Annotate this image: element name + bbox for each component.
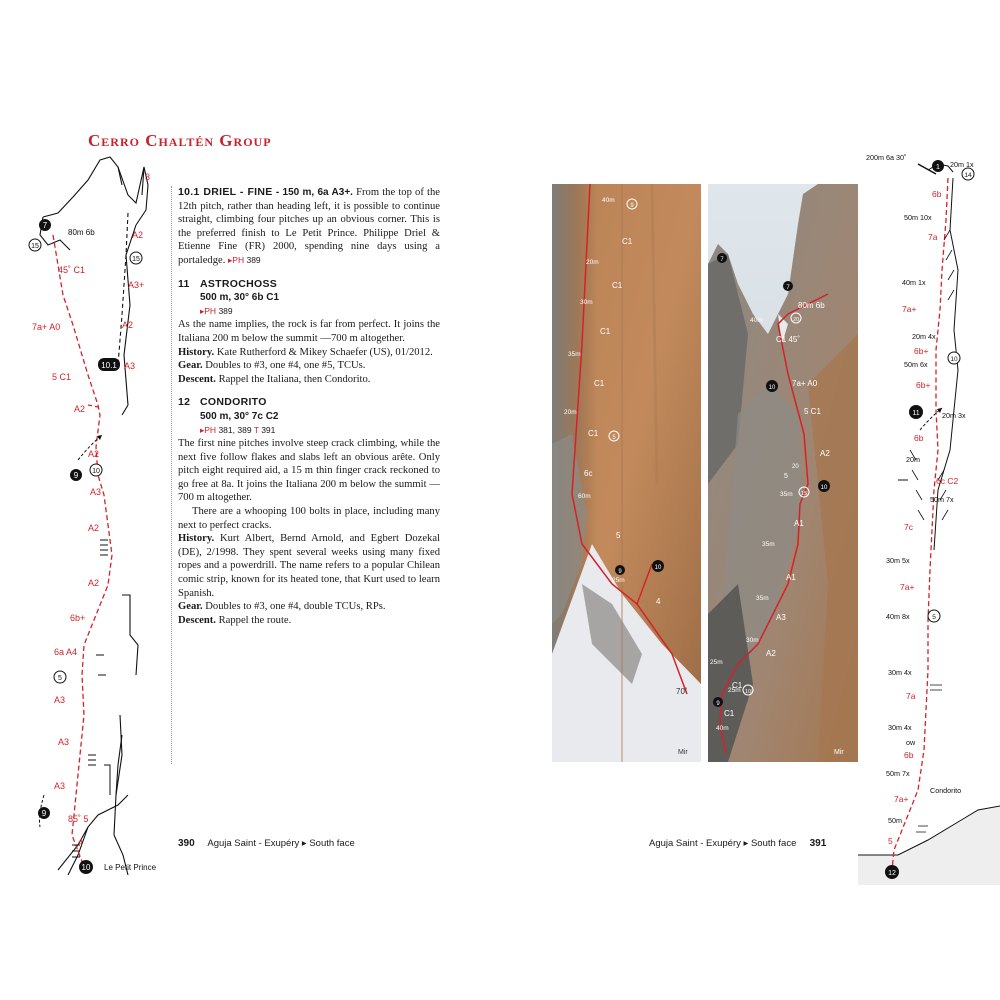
topo-label-a2-top: A2 [132,230,144,240]
route-11 [178,278,440,387]
route-12-body-2: There are a whooping 100 bolts in place, including many next to perfect cracks. [178,506,440,531]
p2-belay-9-label: 9 [716,701,720,707]
p1-label-mir: Mir [678,749,688,756]
p1-belay-9b-label: 9 [618,569,622,575]
p2-belay-7a-label: 7 [720,257,724,263]
rt-label-20m: 20m [906,455,920,464]
rt-label-6bplus-b: 6b+ [916,380,931,390]
topo-label-4: 4 [78,837,84,847]
route-11-gear-label: Gear. [178,360,203,372]
p1-label-35m: 35m [568,351,581,358]
p2-label-a3: A3 [776,613,786,622]
route-11-gear: Doubles to #3, one #4, one #5, TCUs. [205,360,366,372]
p1-label-6c: 6c [584,469,593,478]
topo-label-85-5: 85˚ 5 [68,814,89,824]
rt-label-7a-a: 7a [928,232,938,242]
rt-label-5: 5 [888,836,893,846]
p1-label-c1b: C1 [612,281,623,290]
rt-label-condorito: Condorito [930,786,962,795]
p2-label-40m-b: 40m [716,725,729,732]
rt-label-6b-a: 6b [932,189,942,199]
p2-belay-10c-label: 10 [744,689,752,695]
rt-label-50m6x: 50m 6x [904,360,928,369]
route-10-1-specs: - 150 m, 6a A3+. [272,187,353,198]
p2-label-c1: C1 [732,681,743,690]
p2-belay-10b-label: 10 [820,485,828,491]
p1-label-c1d: C1 [594,379,605,388]
p2-label-a2: A2 [820,449,830,458]
belay-10-label: 10 [92,468,100,475]
p2-label-c1b: C1 [724,709,735,718]
rt-label-6c-c2: 6c C2 [936,476,959,486]
photo-route-condorito [708,184,858,762]
topo-label-le-petit-prince: Le Petit Prince [104,863,157,872]
footer-right-place: Aguja Saint - Exupéry [649,838,741,849]
photo-ref-tag: ▸PH [228,254,245,265]
topo-label-a2-b: A2 [88,449,100,459]
topo-label-6bplus: 6b+ [70,613,86,623]
rt-label-6b-b: 6b [914,433,924,443]
rt-label-50m7x: 50m 7x [930,495,954,504]
rt-label-40m8x: 40m 8x [886,612,910,621]
rt-label-50m7x-b: 50m 7x [886,769,910,778]
p1-label-c1e: C1 [588,429,599,438]
p1-label-20m: 20m [586,259,599,266]
p1-label-70deg: 70˚ [676,687,688,696]
p2-label-5c1: 5 C1 [804,407,821,416]
route-10-1 [178,186,440,268]
p2-label-30m: 30m [746,637,759,644]
topo-label-a2-c: A2 [88,523,100,533]
p1-belay-9-label: 9 [630,203,634,209]
belay-5-label: 5 [58,675,62,682]
footer-left [178,838,355,849]
rt-belay-12-label: 12 [888,870,896,877]
topo-label-c45: 45˚ C1 [58,265,86,275]
p2-belay-10-label: 10 [768,385,776,391]
route-12-topo-num: 391 [261,424,276,435]
rt-belay-14-label: 14 [964,172,972,179]
topo-label-7aA0: 7a+ A0 [32,322,61,332]
p1-label-60m: 60m [578,493,591,500]
p2-label-mir: Mir [834,749,844,756]
topo-label-a2-mid: A2 [122,320,134,330]
route-12-number: 12 [178,396,191,409]
route-11-history-label: History. [178,346,215,358]
p2-label-80m6b: 80m 6b [798,301,825,310]
belay-15b-label: 15 [132,256,140,263]
belay-10b-label: 10 [81,863,91,872]
p2-label-40m: 40m [750,317,763,324]
rt-label-20m1x: 20m 1x [950,160,974,169]
route-12-title: CONDORITO [200,396,267,409]
topo-label-a2-d: A2 [88,578,100,588]
route-12-topo-tag: T [253,424,259,435]
rt-label-20m3x: 20m 3x [942,411,966,420]
p1-label-30m: 30m [580,299,593,306]
photo-ref-num: 389 [246,254,261,265]
rt-label-30m4x-b: 30m 4x [888,723,912,732]
p2-label-c1-45: C1 45˚ [776,335,801,344]
belay-10-1-label: 10.1 [101,361,117,370]
p1-label-5: 5 [616,531,621,540]
route-11-number: 11 [178,277,190,290]
p2-belay-15-label: 15 [800,491,808,497]
p2-label-25m-b: 25m [728,687,741,694]
route-12-gear: Doubles to #3, one #4, double TCUs, RPs. [205,601,386,613]
p1-belay-10-label: 10 [654,565,662,571]
rt-label-top: 200m 6a 30˚ [866,153,907,162]
p2-belay-20-label: 20 [792,317,800,323]
column-divider [171,186,172,764]
route-10-1-title: 10.1 DRIEL - FINE [178,186,273,198]
route-11-ref-num: 389 [218,305,233,316]
footer-left-place: Aguja Saint - Exupéry [207,838,300,849]
belay-9-label: 9 [73,471,79,480]
topo-label-a3-b: A3 [90,487,102,497]
rt-belay-11-label: 11 [912,410,920,417]
topo-label-a3-c: A3 [54,695,66,705]
belay-15-label: 15 [31,243,39,250]
route-11-title: ASTROCHOSS [200,277,278,290]
p2-label-7aA0: 7a+ A0 [792,379,818,388]
footer-right-face: South face [750,838,797,849]
topo-label-3: 3 [145,172,151,182]
right-topo-diagram [858,150,1000,885]
p2-belay-7b-label: 7 [786,285,790,291]
topo-label-a3-mid: A3 [124,361,136,371]
route-11-descent: Rappel the Italiana, then Condorito. [218,373,371,385]
route-12-ref-tag: ▸PH [200,424,217,435]
p1-belay-5-label: 5 [612,435,616,441]
route-12-history: Kurt Albert, Bernd Arnold, and Egbert Dozekal (DE), 2/1998. They spent several weeks using many fixed ropes and a powerdrill. The name refers to a popular Chilean comic strip, known for its heated tone, that Kurt used to learn Spanish. [178,533,440,599]
p1-label-c1a: C1 [622,237,633,246]
page-number-right: 391 [809,838,827,849]
page-number-left: 390 [178,838,195,849]
route-10-1-body: From the top of the 12th pitch, rather than heading left, it is possible to continue straight, climbing four pitches up an obvious corner. This is the preferred finish to Le Petit Prince. Philippe Driel & Etienne Fine (FR) 2000, spending nine days using a portaledge. [178,187,440,266]
rt-label-50m: 50m [888,816,902,825]
topo-label-80m6b: 80m 6b [68,228,95,237]
footer-left-face: South face [309,838,355,849]
p1-label-20m-b: 20m [564,409,577,416]
rt-label-7aplus-c: 7a+ [894,794,909,804]
rt-label-7aplus-a: 7a+ [902,304,917,314]
rt-label-30m4x: 30m 4x [888,668,912,677]
topo-label-a3plus: A3+ [128,280,145,290]
rt-label-ow: ow [906,738,916,747]
p2-label-a2b: A2 [766,649,776,658]
route-11-descent-label: Descent. [178,373,216,385]
route-11-body: As the name implies, the rock is far from perfect. It joins the Italiana 200 m below the summit —700 m altogether. [178,319,440,344]
rt-label-6bplus-a: 6b+ [914,346,929,356]
footer-left-arrow: ▸ [301,838,307,849]
p2-label-25m: 25m [710,659,723,666]
route-11-history: Kate Rutherford & Mikey Schaefer (US), 01/2012. [216,346,433,358]
p2-label-a1b: A1 [786,573,796,582]
p2-label-35m-c: 35m [756,595,769,602]
p2-label-5: 5 [784,473,788,480]
p2-label-35m: 35m [780,491,793,498]
section-heading: Cerro Chaltén Group [88,131,272,150]
route-12-descent: Rappel the route. [218,614,292,626]
topo-label-a3-d: A3 [58,737,70,747]
route-12-body-1: The first nine pitches involve steep crack climbing, while the next five follow flakes and slabs left an obvious arête. Only pitch eight required aid, a 15 m thin finger crack reckoned to go free at 8a. It joins the Italiana 200 m below the summit —700 m altogether. [178,438,440,504]
route-12-specs: 500 m, 30° 7c C2 [200,410,279,422]
rt-label-50m10x: 50m 10x [904,213,932,222]
p1-label-c1c: C1 [600,327,611,336]
topo-label-a2-low: A2 [74,404,86,414]
p1-label-25m: 25m [612,577,625,584]
route-11-specs: 500 m, 30° 6b C1 [200,292,280,304]
route-descriptions [178,186,440,627]
rt-belay-5-label: 5 [932,614,936,621]
topo-label-5c1: 5 C1 [52,372,72,382]
p2-label-35m-b: 35m [762,541,775,548]
rt-label-6b-c: 6b [904,750,914,760]
photo-route-astrochoss [552,184,701,762]
route-12-gear-label: Gear. [178,601,203,613]
footer-right [649,838,826,849]
belay-9b-label: 9 [41,809,47,818]
rt-belay-10-label: 10 [950,356,958,363]
route-12-history-label: History. [178,533,215,545]
footer-right-arrow: ▸ [743,838,749,849]
left-topo-diagram [18,155,178,885]
route-12 [178,396,440,627]
topo-label-6aA4: 6a A4 [54,647,78,657]
rt-label-7c: 7c [904,522,913,532]
p2-label-a1: A1 [794,519,804,528]
route-12-descent-label: Descent. [178,614,216,626]
route-11-ref-tag: ▸PH [200,305,217,316]
rt-label-7aplus-b: 7a+ [900,582,915,592]
topo-label-a3-e: A3 [54,781,66,791]
rt-belay-1-label: 1 [936,164,940,171]
route-12-ref-nums: 381, 389 [218,424,252,435]
p1-label-4: 4 [656,597,661,606]
rt-label-40m1x: 40m 1x [902,278,926,287]
p1-label-40m: 40m [602,197,615,204]
rt-label-30m5x: 30m 5x [886,556,910,565]
p2-belay-20b-label: 20 [792,464,799,470]
rt-label-7a-b: 7a [906,691,916,701]
belay-7-label: 7 [42,221,48,230]
rt-label-20m4x: 20m 4x [912,332,936,341]
